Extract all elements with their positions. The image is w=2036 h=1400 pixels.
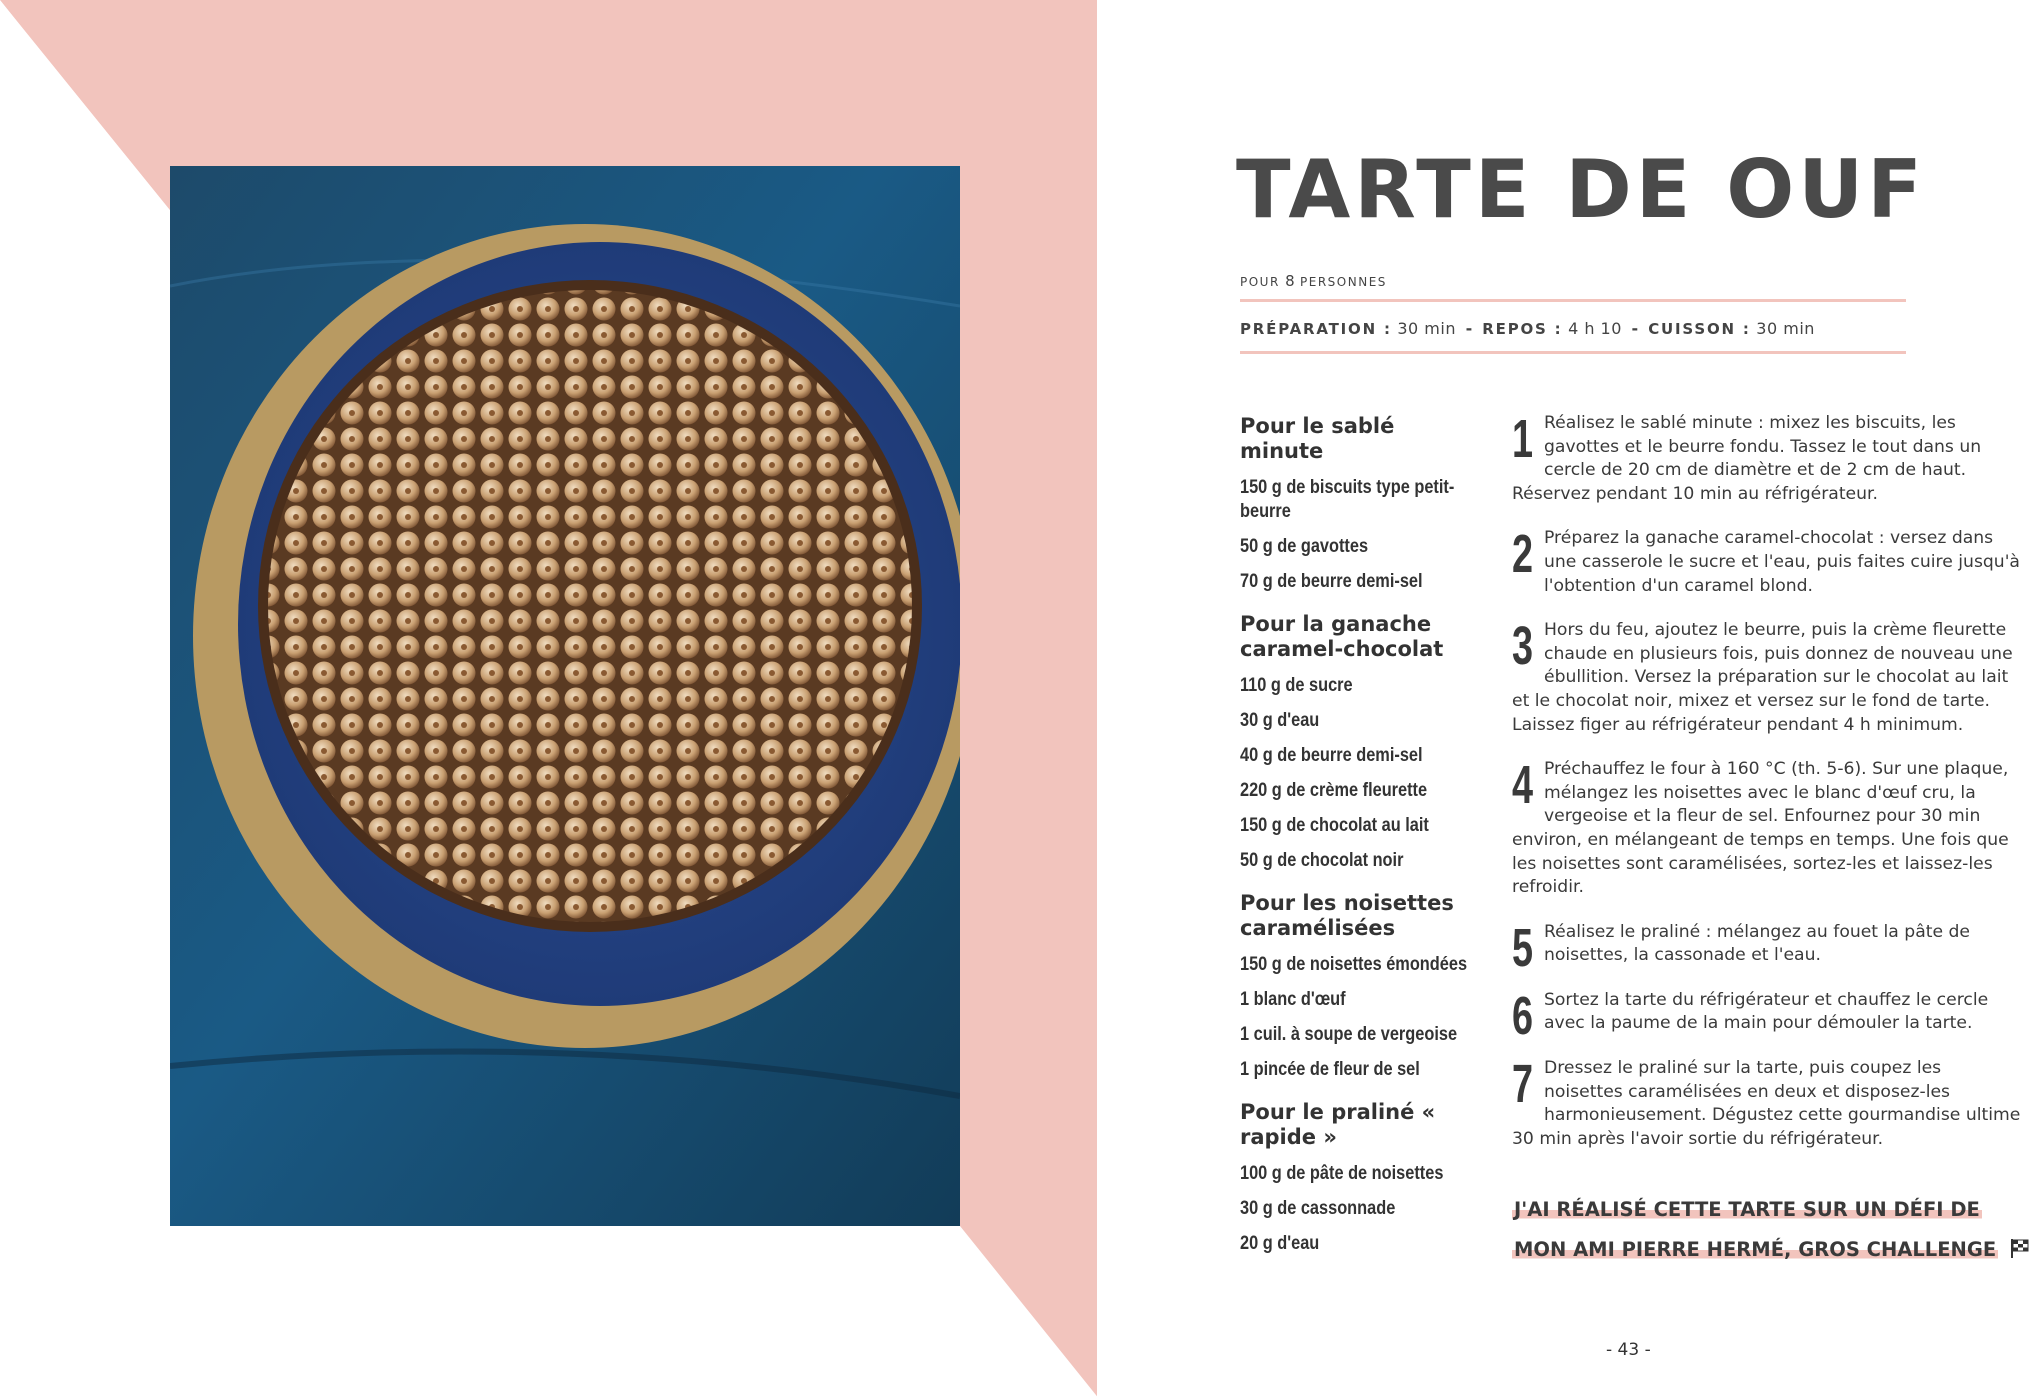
- step-number: 5: [1512, 917, 1534, 978]
- recipe-step: [1512, 755, 2022, 900]
- ingredient-item: 150 g de biscuits type petit-beurre: [1240, 477, 1455, 522]
- step-text: Réalisez le praliné : mélangez au fouet la pâte de noisettes, la cassonade et l'eau.: [1544, 921, 1970, 966]
- recipe-times: [1240, 319, 1815, 338]
- chef-note-text: J'AI RÉALISÉ CETTE TARTE SUR UN DÉFI DE: [1514, 1198, 1980, 1221]
- ingredient-item: 40 g de beurre demi-sel: [1240, 745, 1423, 766]
- chef-note-line: [1512, 1230, 2032, 1270]
- ingredient-list: [1240, 953, 1475, 1082]
- rest-label: REPOS :: [1482, 320, 1563, 338]
- step-number: 1: [1512, 409, 1534, 469]
- step-number: 4: [1512, 755, 1534, 816]
- step-number: 7: [1512, 1054, 1534, 1115]
- ingredient-item: 70 g de beurre demi-sel: [1240, 571, 1423, 592]
- ingredient-item: 1 blanc d'œuf: [1240, 989, 1346, 1010]
- ingredient-section-title: Pour le sablé minute: [1240, 414, 1395, 463]
- ingredient-item: 20 g d'eau: [1240, 1233, 1320, 1254]
- ingredient-item: 100 g de pâte de noisettes: [1240, 1163, 1444, 1184]
- ingredient-item: 110 g de sucre: [1240, 675, 1353, 696]
- step-number: 3: [1512, 616, 1534, 677]
- recipe-step: [1512, 616, 2022, 737]
- ingredient-item: 1 cuil. à soupe de vergeoise: [1240, 1024, 1458, 1045]
- hazelnut-tart-illustration: [170, 166, 960, 1226]
- recipe-step: [1512, 409, 2022, 506]
- tart-photo: [170, 166, 960, 1226]
- cook-label: CUISSON :: [1648, 320, 1751, 338]
- prep-value: 30 min: [1397, 319, 1456, 338]
- servings-suffix: PERSONNES: [1300, 275, 1387, 289]
- ingredient-section-title: Pour les noisettes caramélisées: [1240, 891, 1454, 940]
- step-text: Préchauffez le four à 160 °C (th. 5-6). Sur une plaque, mélangez les noisettes avec le blanc d'œuf cru, la vergeoise et la fleur de sel. Enfournez pour 30 min environ, en mélangeant de temps en temps. Une fois que les noisettes sont caramélisées, sortez-les et laissez-les refroidir.: [1512, 759, 2009, 898]
- ingredient-list: [1240, 476, 1475, 594]
- ingredient-list: [1240, 674, 1475, 873]
- ingredient-item: 150 g de noisettes émondées: [1240, 954, 1468, 975]
- checkered-flag-icon: [2009, 1237, 2031, 1259]
- times-separator: -: [1465, 319, 1473, 338]
- step-text: Dressez le praliné sur la tarte, puis coupez les noisettes caramélisées en deux et disposez-les harmonieusement. Dégustez cette gourmandise ultime 30 min après l'avoir sortie du réfrigérateur.: [1512, 1058, 2021, 1149]
- ingredient-item: 1 pincée de fleur de sel: [1240, 1059, 1420, 1080]
- step-text: Hors du feu, ajoutez le beurre, puis la crème fleurette chaude en plusieurs fois, puis donnez de nouveau une ébullition. Versez la préparation sur le chocolat au lait et le chocolat noir, mixez et versez sur le fond de tarte. Laissez figer au réfrigérateur pendant 4 h minimum.: [1512, 620, 2013, 735]
- ingredient-item: 50 g de chocolat noir: [1240, 850, 1404, 871]
- ingredient-item: 150 g de chocolat au lait: [1240, 815, 1429, 836]
- prep-label: PRÉPARATION :: [1240, 320, 1392, 338]
- ingredient-section-title: Pour le praliné « rapide »: [1240, 1100, 1436, 1149]
- divider-top: [1240, 299, 1906, 302]
- chef-note-line: [1512, 1190, 2032, 1230]
- servings-prefix: POUR: [1240, 275, 1280, 289]
- steps-column: [1512, 409, 2022, 1172]
- recipe-title: TARTE DE OUF: [1236, 143, 1926, 236]
- ingredient-item: 30 g de cassonnade: [1240, 1198, 1396, 1219]
- step-number: 2: [1512, 524, 1534, 585]
- step-text: Préparez la ganache caramel-chocolat : versez dans une casserole le sucre et l'eau, puis faites cuire jusqu'à l'obtention d'un caramel blond.: [1544, 528, 2020, 596]
- chef-note-text: MON AMI PIERRE HERMÉ, GROS CHALLENGE: [1514, 1238, 1997, 1261]
- ingredient-item: 50 g de gavottes: [1240, 536, 1369, 557]
- cook-value: 30 min: [1756, 319, 1815, 338]
- ingredient-item: 30 g d'eau: [1240, 710, 1320, 731]
- ingredient-list: [1240, 1162, 1475, 1256]
- recipe-step: [1512, 985, 2022, 1046]
- step-number: 6: [1512, 985, 1534, 1046]
- divider-bottom: [1240, 351, 1906, 354]
- ingredient-section-title: Pour la ganache caramel-chocolat: [1240, 612, 1444, 661]
- page-number: - 43 -: [1606, 1340, 1651, 1360]
- recipe-step: [1512, 1054, 2022, 1151]
- times-separator: -: [1631, 319, 1639, 338]
- ingredients-column: [1240, 414, 1475, 1267]
- step-text: Réalisez le sablé minute : mixez les biscuits, les gavottes et le beurre fondu. Tassez le tout dans un cercle de 20 cm de diamètre et de 2 cm de haut. Réservez pendant 10 min au réfrigérateur.: [1512, 413, 1982, 504]
- recipe-step: [1512, 524, 2022, 598]
- servings: [1240, 272, 1387, 290]
- recipe-step: [1512, 917, 2022, 978]
- step-text: Sortez la tarte du réfrigérateur et chauffez le cercle avec la paume de la main pour démouler la tarte.: [1544, 989, 1989, 1034]
- ingredient-item: 220 g de crème fleurette: [1240, 780, 1428, 801]
- rest-value: 4 h 10: [1568, 319, 1622, 338]
- servings-number: 8: [1285, 272, 1295, 290]
- chef-note: [1512, 1190, 2032, 1270]
